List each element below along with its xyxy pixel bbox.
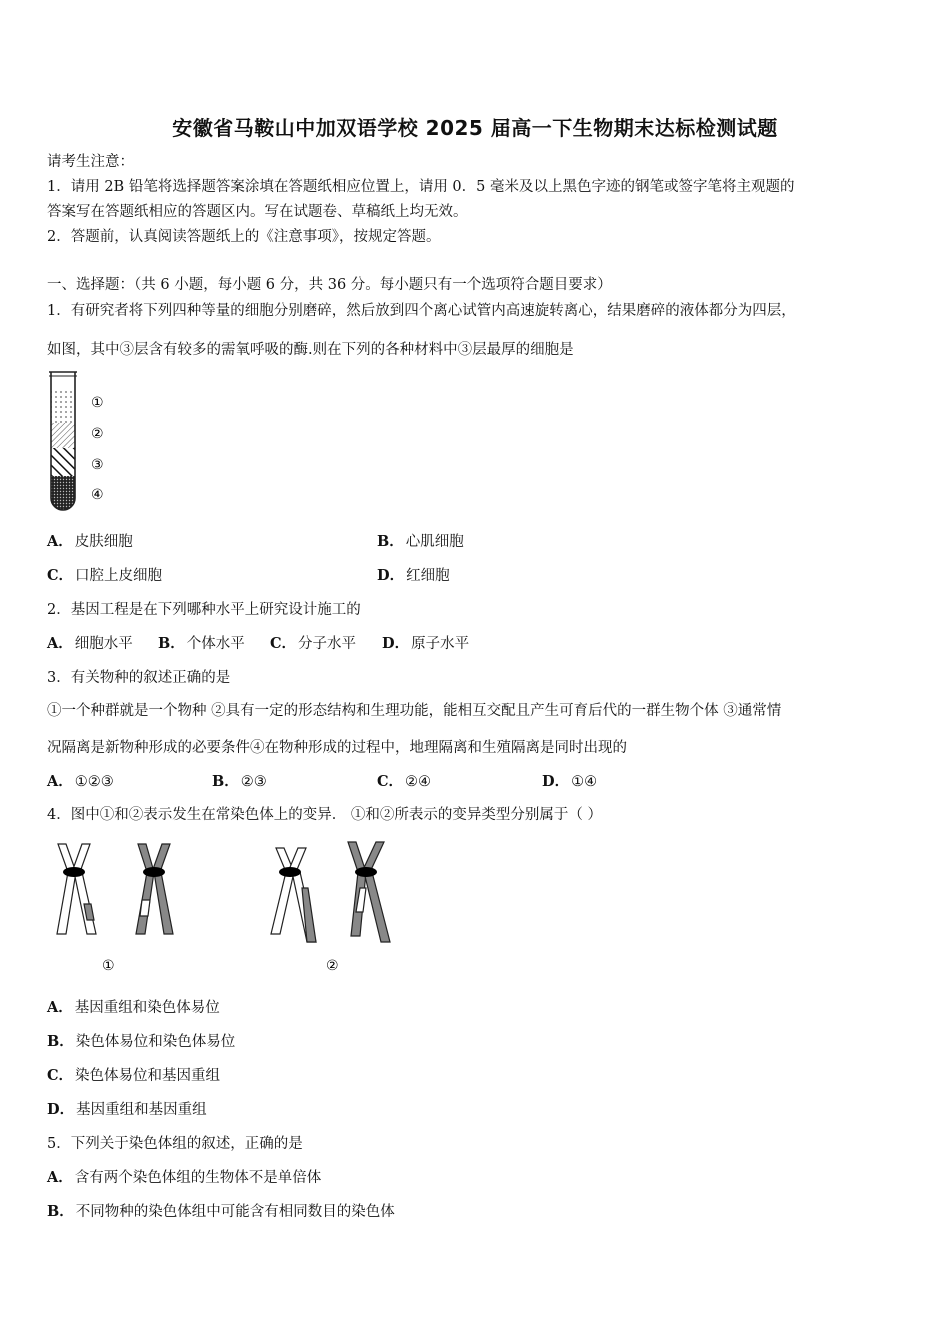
option-letter: A． (47, 1169, 73, 1186)
notice-item-2: 2．答题前，认真阅读答题纸上的《注意事项》，按规定答题。 (47, 229, 441, 245)
option-text: 基因重组和基因重组 (76, 1102, 207, 1118)
option-text: 基因重组和染色体易位 (74, 1000, 220, 1016)
option-text: 皮肤细胞 (74, 534, 133, 550)
option-letter: B． (158, 635, 185, 652)
q2-option-c[interactable] (270, 634, 356, 654)
option-text: 原子水平 (411, 636, 470, 652)
option-text: 染色体易位和染色体易位 (75, 1034, 236, 1050)
q3-option-b[interactable] (212, 772, 267, 792)
option-text: 心肌细胞 (405, 534, 464, 550)
q2-stem: 2．基因工程是在下列哪种水平上研究设计施工的 (47, 602, 361, 618)
option-text: 个体水平 (186, 636, 245, 652)
section-heading: 一、选择题：（共 6 小题，每小题 6 分，共 36 分。每小题只有一个选项符合题目要求） (47, 277, 612, 293)
q3-statement-line-2: 况隔离是新物种形成的必要条件④在物种形成的过程中，地理隔离和生殖隔离是同时出现的 (47, 740, 627, 756)
q1-option-b[interactable] (377, 532, 464, 552)
chromosome-variation-figure (44, 836, 404, 976)
q5-option-a[interactable] (47, 1168, 321, 1188)
tube-label-2: ② (91, 426, 104, 442)
q3-statement-line-1: ①一个种群就是一个物种 ②具有一定的形态结构和生理功能，能相互交配且产生可育后代的一群生物个体 ③通常情 (47, 703, 782, 719)
option-letter: B． (47, 1033, 74, 1050)
q3-option-c[interactable] (377, 772, 431, 792)
option-letter: A． (47, 999, 73, 1016)
q5-option-b[interactable] (47, 1202, 395, 1222)
figure-label-1: ① (102, 958, 115, 974)
option-letter: C． (377, 773, 404, 790)
figure-label-2: ② (326, 958, 339, 974)
option-letter: A． (47, 533, 73, 550)
option-letter: B． (47, 1203, 74, 1220)
option-letter: A． (47, 773, 73, 790)
q1-stem-line-2: 如图，其中③层含有较多的需氧呼吸的酶.则在下列的各种材料中③层最厚的细胞是 (47, 342, 574, 358)
tube-label-3: ③ (91, 457, 104, 473)
option-letter: D． (382, 635, 410, 652)
option-text: ①②③ (74, 774, 114, 790)
q1-option-c[interactable] (47, 566, 162, 586)
option-text: 红细胞 (406, 568, 450, 584)
q4-option-c[interactable] (47, 1066, 220, 1086)
option-letter: C． (47, 567, 74, 584)
option-text: ②③ (240, 774, 267, 790)
notice-item-1-line-1: 1．请用 2B 铅笔将选择题答案涂填在答题纸相应位置上，请用 0．5 毫米及以上黑色字迹的钢笔或签字笔将主观题的 (47, 179, 795, 195)
q1-option-d[interactable] (377, 566, 450, 586)
option-text: 含有两个染色体组的生物体不是单倍体 (74, 1170, 322, 1186)
q2-option-d[interactable] (382, 634, 469, 654)
q4-option-b[interactable] (47, 1032, 235, 1052)
option-letter: B． (212, 773, 239, 790)
notice-heading: 请考生注意： (47, 154, 134, 170)
option-text: ②④ (405, 774, 432, 790)
q4-option-d[interactable] (47, 1100, 207, 1120)
q4-option-a[interactable] (47, 998, 220, 1018)
option-text: 细胞水平 (74, 636, 133, 652)
option-text: 分子水平 (298, 636, 357, 652)
q4-stem: 4．图中①和②表示发生在常染色体上的变异． ①和②所表示的变异类型分别属于（ ） (47, 807, 602, 823)
tube-label-1: ① (91, 395, 104, 411)
option-letter: C． (47, 1067, 74, 1084)
option-letter: D． (542, 773, 570, 790)
option-letter: D． (377, 567, 405, 584)
q5-stem: 5．下列关于染色体组的叙述，正确的是 (47, 1136, 303, 1152)
q3-stem: 3．有关物种的叙述正确的是 (47, 670, 231, 686)
option-letter: B． (377, 533, 404, 550)
q1-option-a[interactable] (47, 532, 133, 552)
option-text: ①④ (571, 774, 598, 790)
option-text: 口腔上皮细胞 (75, 568, 163, 584)
exam-title: 安徽省马鞍山中加双语学校 2025 届高一下生物期末达标检测试题 (172, 116, 778, 140)
q1-stem-line-1: 1．有研究者将下列四种等量的细胞分别磨碎，然后放到四个离心试管内高速旋转离心，结果磨碎的液体都分为四层， (47, 303, 796, 319)
centrifuge-tube-figure (44, 370, 124, 520)
option-letter: C． (270, 635, 297, 652)
q3-option-a[interactable] (47, 772, 114, 792)
option-text: 染色体易位和基因重组 (75, 1068, 221, 1084)
option-text: 不同物种的染色体组中可能含有相同数目的染色体 (75, 1204, 395, 1220)
option-letter: A． (47, 635, 73, 652)
notice-item-1-line-2: 答案写在答题纸相应的答题区内。写在试题卷、草稿纸上均无效。 (47, 204, 468, 220)
tube-label-4: ④ (91, 487, 104, 503)
q3-option-d[interactable] (542, 772, 597, 792)
q2-option-b[interactable] (158, 634, 245, 654)
option-letter: D． (47, 1101, 75, 1118)
q2-option-a[interactable] (47, 634, 133, 654)
